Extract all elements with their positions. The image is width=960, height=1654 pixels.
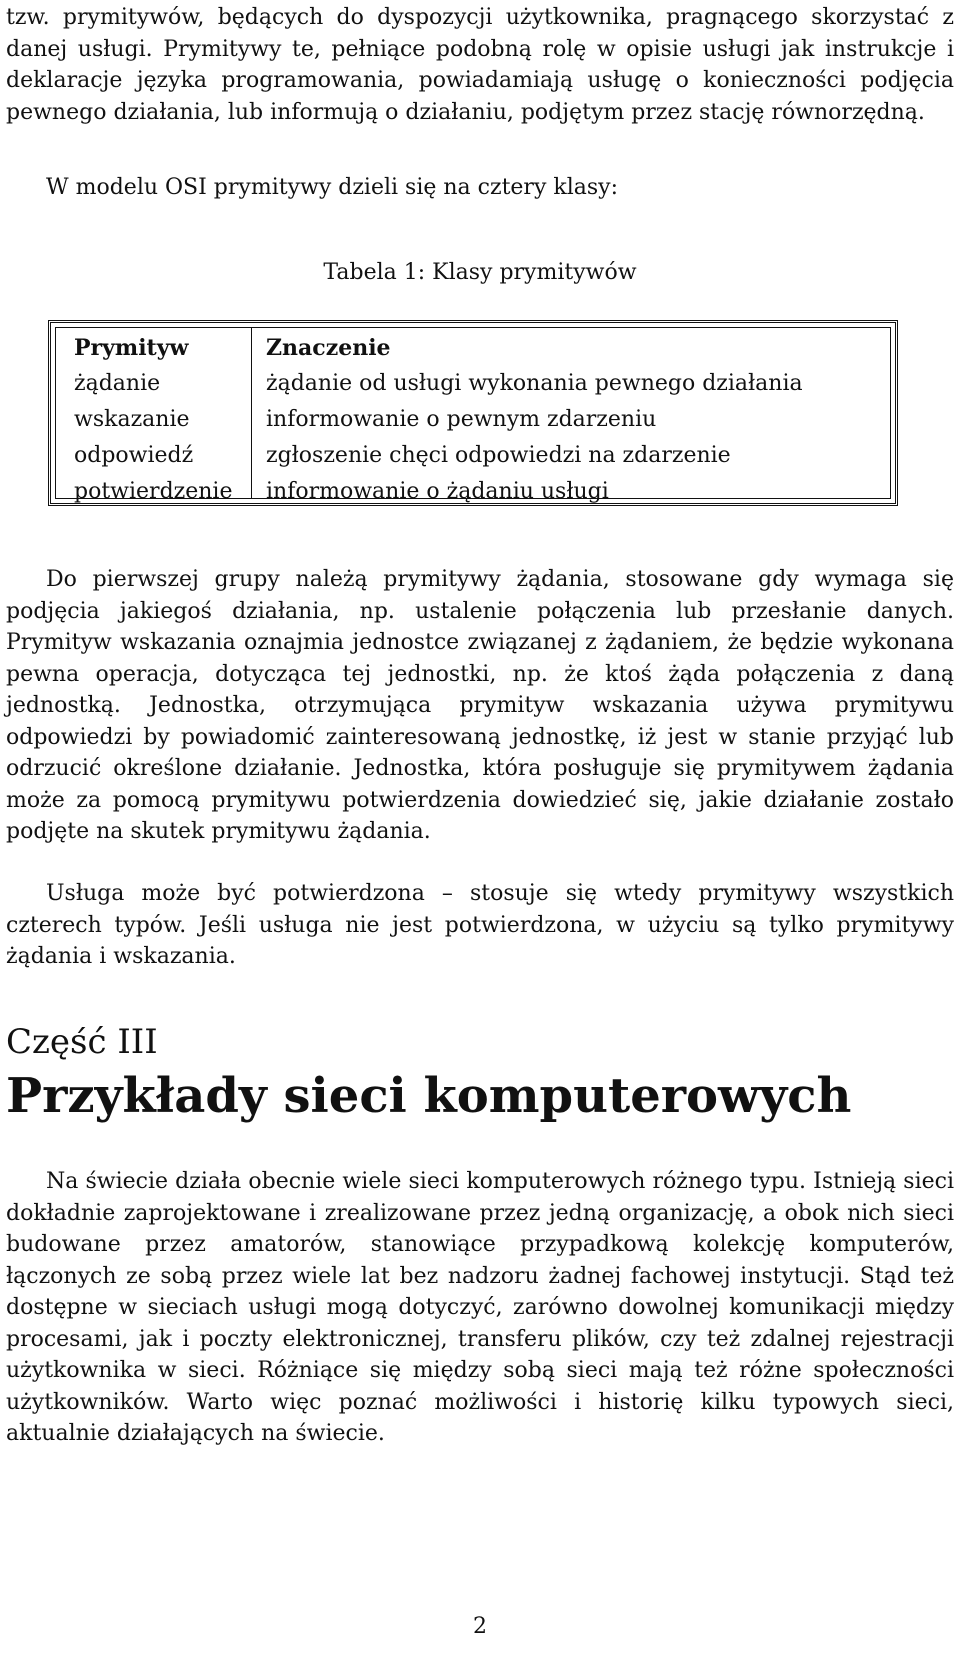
page-number: 2 <box>473 1614 487 1639</box>
column-primitive <box>56 328 252 504</box>
part-label: Część III <box>6 1022 158 1062</box>
column-meaning <box>252 328 890 504</box>
cell-meaning-response: zgłoszenie chęci odpowiedzi na zdarzenie <box>266 443 731 468</box>
intro-paragraph: tzw. prymitywów, będących do dyspozycji użytkownika, pragnącego skorzystać z danej usługi. Prymitywy te, pełniące podobną rolę w opisie usługi jak instrukcje i deklaracje języka programowania, powiadamiają usługę o konieczności podjęcia pewnego działania, lub informują o działaniu, podjętym przez stację równorzędną. <box>6 5 954 125</box>
primitives-table <box>48 320 898 506</box>
cell-primitive-indication: wskazanie <box>74 407 190 432</box>
table-caption: Tabela 1: Klasy prymitywów <box>323 260 637 285</box>
cell-primitive-request: żądanie <box>74 371 161 396</box>
cell-meaning-request: żądanie od usługi wykonania pewnego działania <box>266 371 803 396</box>
cell-meaning-confirmation: informowanie o żądaniu usługi <box>266 479 609 504</box>
cell-primitive-response: odpowiedź <box>74 443 194 468</box>
part-title: Przykłady sieci komputerowych <box>6 1068 852 1124</box>
osi-sentence: W modelu OSI prymitywy dzieli się na cztery klasy: <box>46 175 618 200</box>
cell-primitive-confirmation: potwierdzenie <box>74 479 233 504</box>
table-body <box>55 327 891 504</box>
confirmed-service-paragraph: Usługa może być potwierdzona – stosuje się wtedy prymitywy wszystkich czterech typów. Jeśli usługa nie jest potwierdzona, w użyciu są tylko prymitywy żądania i wskazania. <box>6 881 954 969</box>
networks-paragraph: Na świecie działa obecnie wiele sieci komputerowych różnego typu. Istnieją sieci dokładnie zaprojektowane i zrealizowane przez jedną organizację, a obok nich sieci budowane przez amatorów, stanowiące przypadkową kolekcję komputerów, łączonych ze sobą przez wiele lat bez nadzoru żadnej fachowej instytucji. Stąd też dostępne w sieciach usługi mogą dotyczyć, zarówno dowolnej komunikacji między procesami, jak i poczty elektronicznej, transferu plików, czy też zdalnej rejestracji użytkownika w sieci. Różniące się między sobą sieci mają też różne społeczności użytkowników. Warto więc poznać możliwości i historię kilku typowych sieci, aktualnie działających na świecie. <box>6 1169 954 1446</box>
header-meaning: Znaczenie <box>266 335 391 361</box>
primitives-description-paragraph: Do pierwszej grupy należą prymitywy żądania, stosowane gdy wymaga się podjęcia jakiegoś działania, np. ustalenie połączenia lub przesłanie danych. Prymityw wskazania oznajmia jednostce związanej z żądaniem, że będzie wykonana pewna operacja, dotycząca tej jednostki, np. że ktoś żąda połączenia z daną jednostką. Jednostka, otrzymująca prymityw wskazania używa prymitywu odpowiedzi by powiadomić zainteresowaną jednostkę, iż jest w stanie przyjąć lub odrzucić określone działanie. Jednostka, która posługuje się prymitywem żądania może za pomocą prymitywu potwierdzenia dowiedzieć się, jakie działanie zostało podjęte na skutek prymitywu żądania. <box>6 567 954 844</box>
cell-meaning-indication: informowanie o pewnym zdarzeniu <box>266 407 657 432</box>
header-primitive: Prymityw <box>74 335 189 361</box>
